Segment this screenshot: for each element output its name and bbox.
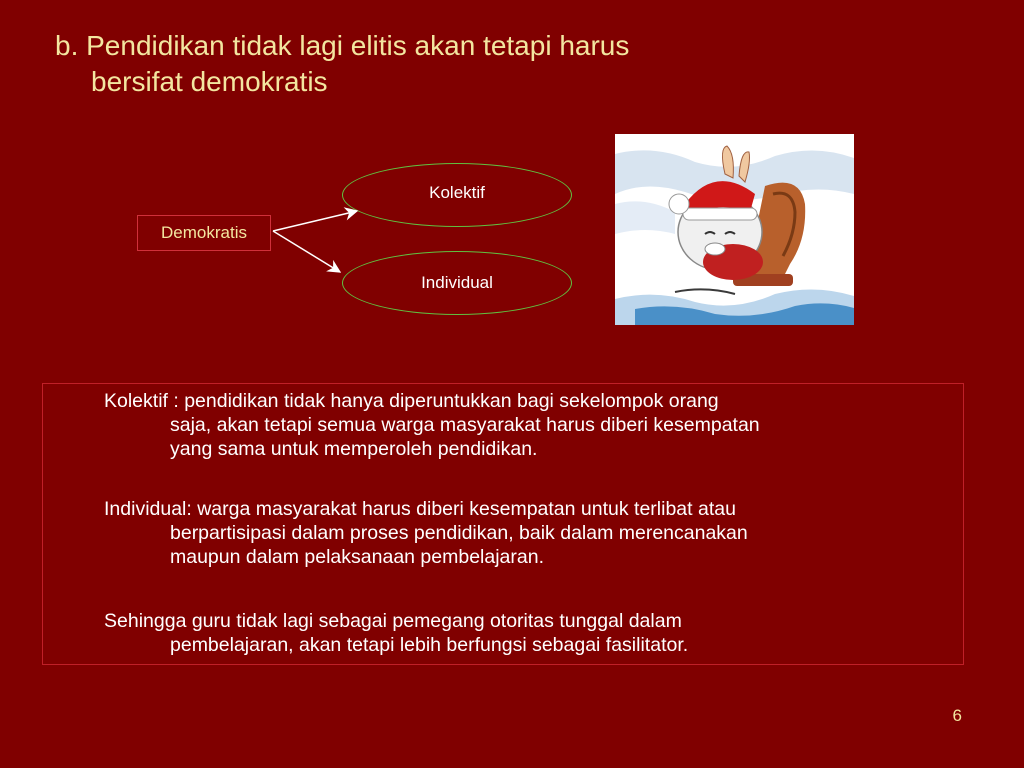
paragraph-line: saja, akan tetapi semua warga masyarakat harus diberi kesempatan [170, 414, 760, 436]
paragraph-kolektif [104, 389, 949, 461]
paragraph-line: Kolektif : pendidikan tidak hanya diperuntukkan bagi sekelompok orang [104, 390, 719, 412]
paragraph-line: maupun dalam pelaksanaan pembelajaran. [170, 546, 545, 568]
diagram-source-box: Demokratis [137, 215, 271, 251]
paragraph-line: Sehingga guru tidak lagi sebagai pemegang otoritas tunggal dalam [104, 610, 682, 632]
paragraph-line: pembelajaran, akan tetapi lebih berfungsi sebagai fasilitator. [170, 634, 689, 656]
paragraph-sehingga [104, 609, 949, 657]
slide-title [55, 28, 815, 100]
cartoon-rabbit-in-snow-icon [615, 134, 854, 325]
arrow-to-kolektif [273, 211, 357, 231]
title-line-1: b. Pendidikan tidak lagi elitis akan tetapi harus [55, 30, 630, 61]
paragraph-line: berpartisipasi dalam proses pendidikan, baik dalam merencanakan [170, 522, 748, 544]
diagram-node-individual: Individual [342, 251, 572, 315]
diagram-node-kolektif: Kolektif [342, 163, 572, 227]
paragraph-line: Individual: warga masyarakat harus diberi kesempatan untuk terlibat atau [104, 498, 736, 520]
title-line-2: bersifat demokratis [91, 66, 328, 97]
page-number: 6 [952, 706, 962, 725]
paragraph-individual [104, 497, 949, 569]
paragraph-line: yang sama untuk memperoleh pendidikan. [170, 438, 538, 460]
arrow-to-individual [273, 231, 340, 272]
